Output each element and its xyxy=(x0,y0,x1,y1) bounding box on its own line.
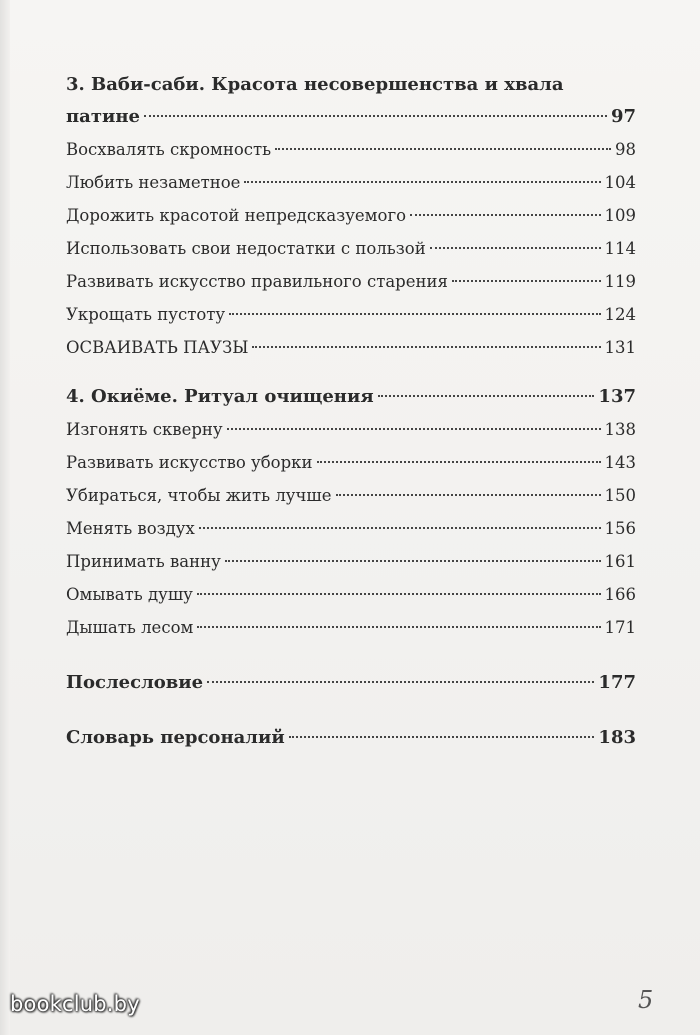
toc-item-page: 124 xyxy=(604,305,636,324)
toc-item-title: Дорожить красотой непредсказуемого xyxy=(66,206,407,225)
leader-dots xyxy=(227,427,601,430)
section-3-title-line2: патине xyxy=(66,106,140,127)
leader-dots xyxy=(378,394,595,397)
toc-item-title: Принимать ванну xyxy=(66,552,221,571)
toc-item-title: Использовать свои недостатки с пользой xyxy=(66,239,426,258)
glossary-entry xyxy=(66,721,636,754)
toc-item-page: 150 xyxy=(604,486,636,505)
toc-item-title: Убираться, чтобы жить лучше xyxy=(66,486,332,505)
table-of-contents xyxy=(66,70,636,754)
toc-item xyxy=(66,479,636,512)
spacer xyxy=(66,644,636,666)
toc-item xyxy=(66,166,636,199)
leader-dots xyxy=(229,312,600,315)
toc-item-title: Дышать лесом xyxy=(66,618,194,637)
toc-item xyxy=(66,545,636,578)
afterword-entry xyxy=(66,666,636,699)
toc-item-title: Изгонять скверну xyxy=(66,420,223,439)
section-3-page: 97 xyxy=(610,106,636,127)
section-3-entry xyxy=(66,100,636,133)
leader-dots xyxy=(289,735,595,738)
toc-item xyxy=(66,331,636,364)
section-4-entry xyxy=(66,380,636,413)
watermark: bookclub.by xyxy=(10,992,140,1016)
page-edge-shadow xyxy=(0,0,10,1035)
glossary-title: Словарь персоналий xyxy=(66,727,285,748)
toc-item-page: 114 xyxy=(604,239,636,258)
section-4-title: 4. Окиёме. Ритуал очищения xyxy=(66,386,374,407)
leader-dots xyxy=(207,680,594,683)
toc-item xyxy=(66,298,636,331)
glossary-page: 183 xyxy=(598,727,636,748)
afterword-page: 177 xyxy=(598,672,636,693)
leader-dots xyxy=(317,460,601,463)
leader-dots xyxy=(144,114,607,117)
toc-item-page: 138 xyxy=(604,420,636,439)
toc-item-title: Любить незаметное xyxy=(66,173,241,192)
toc-item xyxy=(66,133,636,166)
leader-dots xyxy=(275,147,611,150)
toc-item-title: Менять воздух xyxy=(66,519,195,538)
leader-dots xyxy=(197,592,601,595)
spacer xyxy=(66,364,636,380)
toc-item-page: 104 xyxy=(604,173,636,192)
leader-dots xyxy=(197,625,600,628)
leader-dots xyxy=(244,180,600,183)
toc-item xyxy=(66,265,636,298)
toc-item-title: ОСВАИВАТЬ ПАУЗЫ xyxy=(66,338,249,357)
toc-item-page: 156 xyxy=(604,519,636,538)
toc-item-page: 143 xyxy=(604,453,636,472)
toc-item-title: Развивать искусство уборки xyxy=(66,453,313,472)
leader-dots xyxy=(199,526,601,529)
toc-item xyxy=(66,611,636,644)
toc-item xyxy=(66,578,636,611)
leader-dots xyxy=(252,345,600,348)
spacer xyxy=(66,699,636,721)
toc-item-title: Восхвалять скромность xyxy=(66,140,272,159)
toc-item-page: 131 xyxy=(604,338,636,357)
section-3-title-line1: 3. Ваби-саби. Красота несовершенства и хвала xyxy=(66,74,564,95)
toc-item-page: 171 xyxy=(604,618,636,637)
leader-dots xyxy=(410,213,600,216)
toc-item xyxy=(66,512,636,545)
toc-item-title: Омывать душу xyxy=(66,585,193,604)
leader-dots xyxy=(452,279,601,282)
afterword-title: Послесловие xyxy=(66,672,204,693)
toc-item-page: 109 xyxy=(604,206,636,225)
section-4-page: 137 xyxy=(598,386,636,407)
toc-item-page: 119 xyxy=(604,272,636,291)
toc-item xyxy=(66,199,636,232)
toc-item xyxy=(66,446,636,479)
toc-item-title: Укрощать пустоту xyxy=(66,305,226,324)
page-number: 5 xyxy=(638,986,654,1014)
toc-item-page: 98 xyxy=(615,140,636,159)
toc-item xyxy=(66,232,636,265)
leader-dots xyxy=(225,559,601,562)
toc-item-title: Развивать искусство правильного старения xyxy=(66,272,448,291)
leader-dots xyxy=(336,493,601,496)
toc-item xyxy=(66,413,636,446)
leader-dots xyxy=(430,246,601,249)
toc-item-page: 161 xyxy=(604,552,636,571)
toc-item-page: 166 xyxy=(604,585,636,604)
